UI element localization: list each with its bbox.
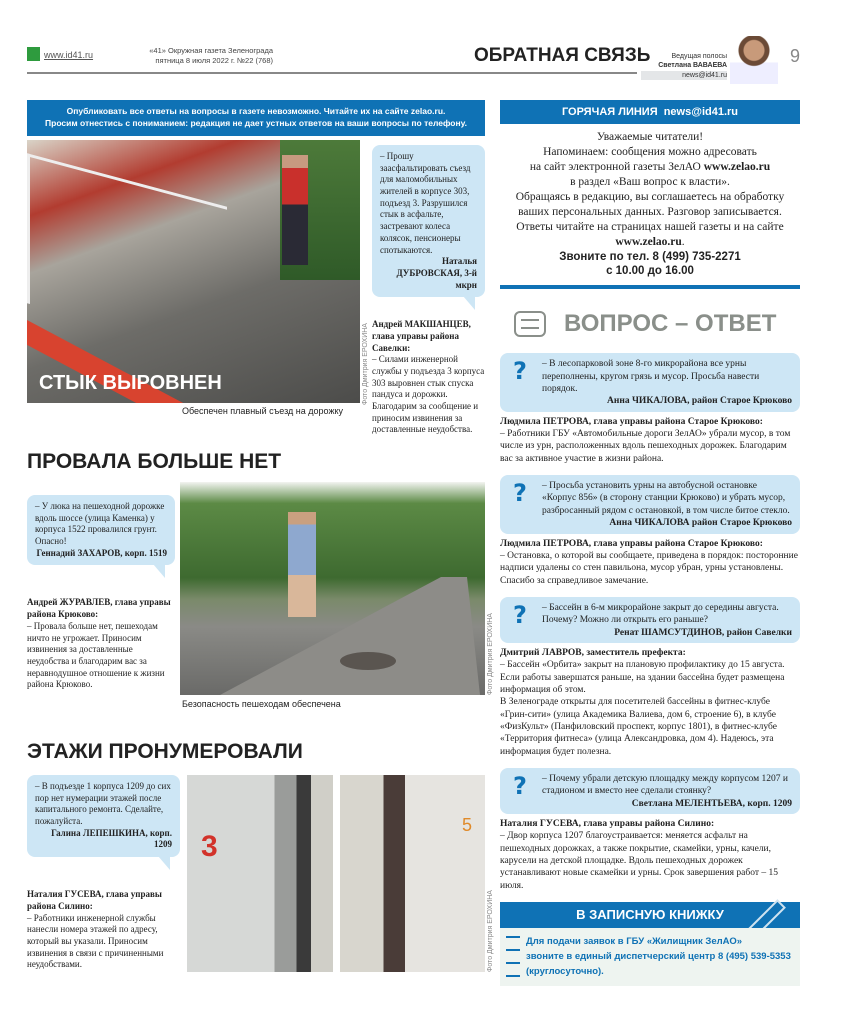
zelao-link[interactable]: www.zelao.ru [615,235,682,248]
notebook [500,902,800,986]
header-rule [27,72,637,74]
editor-label: Ведущая полосы [671,53,727,60]
hotline-line: Обращаясь в редакцию, вы соглашаетесь на обработку ваших персональных данных. Разговор записывается. [515,190,785,218]
question-text: – Просьба установить урны на автобусной остановке «Корпус 856» (в сторону станции Крюково) и убрать мусор, разбросанный рядом с остановкой, в том числе битое стекло. [542,481,790,516]
notebook-header: В ЗАПИСНУЮ КНИЖКУ [500,902,800,928]
question-mark-icon: ? [513,479,527,508]
answer-block [500,818,800,892]
answer-block [27,597,175,691]
answer-block [500,647,800,758]
photo-credit: Фото Дмитрия ЕРОХИНА [487,890,494,972]
chat-icon-lines [521,319,539,329]
bubble-tail [158,856,170,870]
hotline-line: Напоминаем: сообщения можно адресовать [543,145,757,158]
story1-text-column [372,145,485,436]
answer-text: – Работники инженерной службы нанесли номера этажей по адресу, который вы указали. Приносим извинения в связи с причиненными неудобствами. [27,912,164,970]
question-box [500,597,800,643]
question-mark-icon: ? [513,772,527,800]
qa-heading [500,309,800,339]
notebook-line: (круглосуточно). [526,966,604,978]
photo-caption: Обеспечен плавный съезд на дорожку [182,406,343,416]
hotline-hours: с 10.00 до 16.00 [606,265,694,278]
question-box [500,353,800,411]
hotline-text-part: на сайт электронной газеты ЗелАО [529,160,704,173]
answer-block [27,889,180,971]
notice-banner [27,100,485,136]
site-link[interactable]: www.id41.ru [44,50,94,60]
page-number: 9 [790,46,801,66]
responder: Дмитрий ЛАВРОВ, заместитель префекта: [500,647,686,658]
qa-title: ВОПРОС – ОТВЕТ [564,310,777,338]
question-text: – Прошу заасфальтировать съезд для маломобильных жителей в корпусе 303, подъезд 3. Разрушился стык в асфальте, застревают колеса колясок, пенсионеры спотыкаются. [380,151,471,255]
question-text: – Бассейн в 6-м микрорайоне закрыт до середины августа. Почему? Можно ли открыть его раньше? [542,602,779,626]
question-text: – У люка на пешеходной дорожке вдоль шоссе (улица Каменка) у корпуса 1522 провалился грунт. Опасно! [35,501,165,547]
issue-date: пятница 8 июля 2022 г. №22 (768) [155,55,273,65]
responder: Андрей МАКШАНЦЕВ, глава управы района Савелки: [372,319,471,353]
stairwell-photo-1 [187,775,333,972]
bubble-tail [463,296,475,310]
paper-name [138,46,273,66]
floor-number-3: 3 [201,830,218,863]
ramp-railing [27,153,227,357]
question-box [500,768,800,814]
answer-text: – Остановка, о которой вы сообщаете, приведена в порядок: посторонние надписи удалены со стен павильона, мусор убран, урны установлены. Спасибо за справедливое замечание. [500,550,798,586]
hotline-line: Ответы читайте на страницах нашей газеты и на сайте [516,220,784,233]
zelao-link[interactable]: www.zelao.ru [703,160,771,173]
answer-text: – Бассейн «Орбита» закрыт на плановую профилактику до 15 августа. Если работы завершатся раньше, на здании бассейна будет размещена информация об этом. [500,660,785,695]
manhole [340,652,396,670]
chat-icon [514,311,546,337]
hotline-header: ГОРЯЧАЯ ЛИНИЯ news@id41.ru [500,100,800,124]
right-column [500,130,800,986]
path [220,577,480,695]
question-author: Галина ЛЕПЕШКИНА, корп. 1209 [51,827,172,850]
woman-figure [282,155,308,265]
story2-text-column [27,495,175,691]
answer-text: – Работники ГБУ «Автомобильные дороги ЗелАО» убрали мусор, в том числе из урн, расположенных вдоль пешеходных дорожек. Благодарим вас за активное участие в жизни района. [500,429,791,464]
question-bubble [27,495,175,565]
photo-credit: Фото Дмитрия ЕРОХИНА [487,613,494,695]
notice-line2: Просим отнестись с пониманием: редакция не дает устных ответов на ваши вопросы по телефону. [45,117,467,128]
question-author: Ренат ШАМСУТДИНОВ, район Савелки [614,627,792,638]
paper-title: «41» Окружная газета Зеленограда [149,46,273,55]
question-box [500,475,800,533]
ramp-photo [27,140,360,403]
question-author: Геннадий ЗАХАРОВ, корп. 1519 [36,547,167,558]
answer-block [500,538,800,587]
answer-text: – Двор корпуса 1207 благоустраивается: меняется асфальт на пешеходных дорожках, а также покрытие, скамейки, урны, качели, карусели на детской площадке. Вдоль пешеходных дорожек устанавливают новые скамейки и урны. Срок завершения работ – 15 июля. [500,831,778,891]
hotline-phone: Звоните по тел. 8 (499) 735-2271 [559,250,741,263]
notebook-phone: звоните в единый диспетчерский центр 8 (495) 539-5353 [526,951,791,963]
logo-icon [27,47,40,61]
ring-icons [506,936,520,984]
responder: Людмила ПЕТРОВА, глава управы района Старое Крюково: [500,538,763,549]
story-headline: ЭТАЖИ ПРОНУМЕРОВАЛИ [27,740,303,763]
question-text: – Почему убрали детскую площадку между корпусом 1207 и стадионом и вместо нее сделали стоянку? [542,774,788,797]
answer-block [372,319,485,436]
answer-text-2: В Зеленограде открыты для посетителей бассейны в фитнес-клубе «Грин-сити» (улица Академика Валиева, дом 6, строение 6), в клубе «ФизКульт» (Панфиловский проспект, корпус 1801), в фитнес-клубе «Территория фитнеса» (улица Александровка, дом 4). Надеюсь, эта информация будет полезна. [500,697,777,757]
question-mark-icon: ? [513,600,527,629]
editor-email[interactable]: news@id41.ru [641,71,727,80]
hotline-line [500,235,800,250]
question-text: – В подъезде 1 корпуса 1209 до сих пор нет нумерации этажей после капитального ремонта. Сделайте, пожалуйста. [35,781,171,827]
hotline-line: в раздел «Ваш вопрос к власти». [570,175,730,188]
photo-caption: Безопасность пешеходам обеспечена [182,699,341,709]
editor-name: Светлана ВАВАЕВА [658,62,727,70]
hotline-text-part: . [681,235,685,248]
question-author: Наталья ДУБРОВСКАЯ, 3-й мкрн [396,256,477,290]
responder: Людмила ПЕТРОВА, глава управы района Старое Крюково: [500,416,763,427]
hotline-text [500,130,800,279]
hotline-line [500,160,800,175]
responder: Наталия ГУСЕВА, глава управы района Силино: [27,889,162,911]
hotline-greeting: Уважаемые читатели! [596,131,704,143]
notebook-line: Для подачи заявок в ГБУ «Жилищник ЗелАО» [526,936,743,948]
question-mark-icon: ? [513,357,527,386]
bubble-tail [153,564,165,578]
question-author: Анна ЧИКАЛОВА, район Старое Крюково [607,396,792,407]
story-headline: ПРОВАЛА БОЛЬШЕ НЕТ [27,450,282,473]
section-title: ОБРАТНАЯ СВЯЗЬ [474,45,651,66]
stairwell-photo-2 [340,775,485,972]
responder: Наталия ГУСЕВА, глава управы района Силино: [500,819,715,830]
story3-text-column [27,775,180,971]
photo-title: СТЫК ВЫРОВНЕН [39,372,222,394]
editor-photo [730,36,778,84]
notice-line1: Опубликовать все ответы на вопросы в газете невозможно. Читайте их на сайте zelao.ru. [66,106,446,116]
answer-block [500,416,800,465]
question-bubble [372,145,485,297]
question-bubble [27,775,180,857]
section-divider [500,285,800,289]
question-text: – В лесопарковой зоне 8-го микрорайона все урны переполнены, кругом грязь и мусор. Просьба навести порядок. [542,359,760,395]
floor-number-5: 5 [462,815,473,835]
notebook-body [500,928,800,986]
answer-text: – Провала больше нет, пешеходам ничто не угрожает. Приносим извинения за доставленные неудобства и благодарим вас за неравнодушное отношение к жизни района Крюково. [27,620,165,690]
responder: Андрей ЖУРАВЛЕВ, глава управы района Крюково: [27,597,171,620]
woman-figure [288,512,316,617]
sidewalk-photo [180,482,485,695]
editor-block [641,52,727,80]
answer-text: – Силами инженерной службы у подъезда 3 корпуса 303 выровнен стык спуска пандуса и дорожки. Благодарим за сообщение и приносим извинения за доставленные неудобства. [372,354,485,435]
question-author: Светлана МЕЛЕНТЬЕВА, корп. 1209 [631,798,792,809]
question-author: Анна ЧИКАЛОВА район Старое Крюково [609,518,792,529]
photo-credit: Фото Дмитрия ЕРОХИНА [362,323,369,405]
